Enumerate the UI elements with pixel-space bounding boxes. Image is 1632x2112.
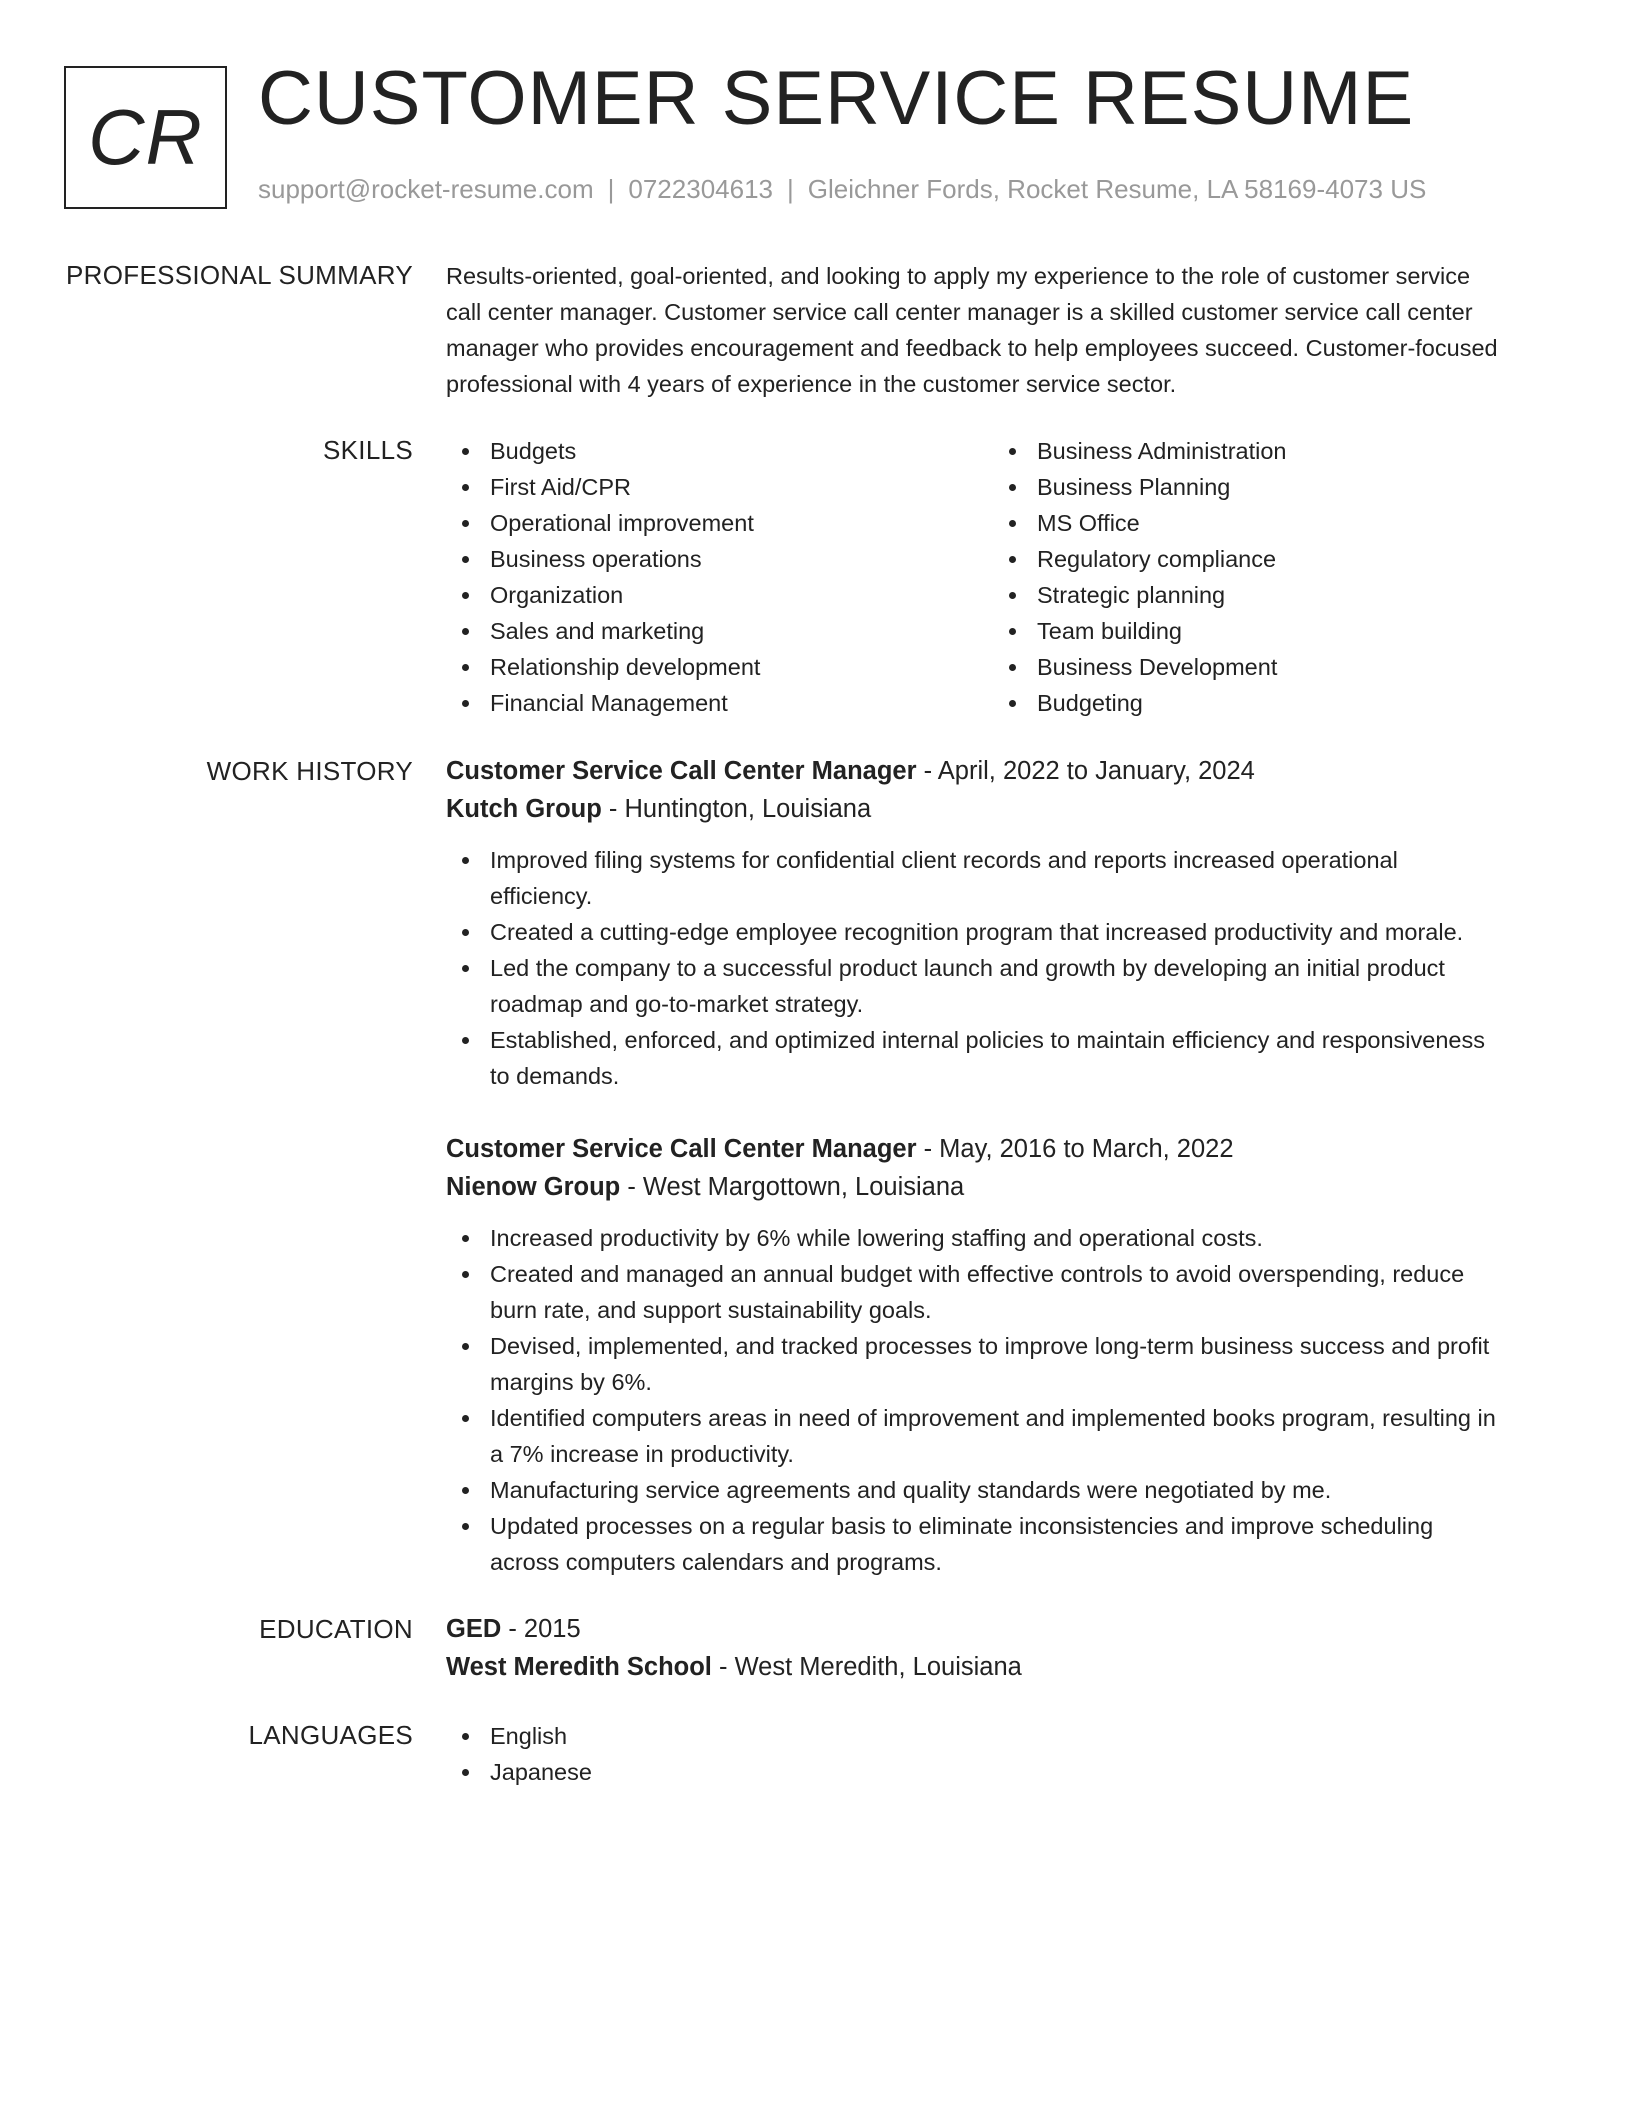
- job-dates: - April, 2022 to January, 2024: [916, 757, 1255, 785]
- languages-list: [446, 1718, 1556, 1790]
- skills-list-left: [446, 433, 993, 721]
- bullet-line: Manufacturing service agreements and quality standards were negotiated by me.: [490, 1477, 1332, 1503]
- contact-separator: |: [607, 174, 615, 204]
- bullet-line: Created a cutting-edge employee recognition program that increased productivity and morale.: [490, 919, 1464, 945]
- job-location: - Huntington, Louisiana: [601, 795, 872, 823]
- job-title: Customer Service Call Center Manager: [446, 1135, 917, 1163]
- education-school: West Meredith School: [446, 1653, 712, 1681]
- job-bullets: [446, 1220, 1556, 1580]
- skill-item: Business Administration: [993, 433, 1540, 469]
- skill-item: Business Development: [993, 649, 1540, 685]
- skill-item: Business operations: [446, 541, 993, 577]
- education-location: - West Meredith, Louisiana: [711, 1653, 1022, 1681]
- job-bullet: [446, 1256, 1556, 1328]
- skill-item: First Aid/CPR: [446, 469, 993, 505]
- education-entry: [446, 1610, 1556, 1686]
- job-title-line: [446, 752, 1556, 790]
- job-bullet: [446, 950, 1556, 1022]
- bullet-line: across computers calendars and programs.: [490, 1549, 942, 1575]
- education-school-line: [446, 1648, 1556, 1686]
- skill-item: Relationship development: [446, 649, 993, 685]
- summary-line: manager who provides encouragement and feedback to help employees succeed. Customer-focused: [446, 335, 1498, 361]
- contact-phone: 0722304613: [628, 174, 773, 204]
- skill-item: Sales and marketing: [446, 613, 993, 649]
- job-company: Kutch Group: [446, 795, 602, 823]
- summary-text: [446, 258, 1556, 402]
- job-bullets: [446, 842, 1556, 1094]
- contact-email: support@rocket-resume.com: [258, 174, 594, 204]
- contact-address: Gleichner Fords, Rocket Resume, LA 58169-4073 US: [807, 174, 1427, 204]
- bullet-line: a 7% increase in productivity.: [490, 1441, 794, 1467]
- bullet-line: to demands.: [490, 1063, 620, 1089]
- job-title-line: [446, 1130, 1556, 1168]
- job-bullet: [446, 842, 1556, 914]
- job-company-line: [446, 790, 1556, 828]
- page-title: CUSTOMER SERVICE RESUME: [258, 56, 1415, 141]
- section-heading-summary: PROFESSIONAL SUMMARY: [66, 260, 413, 290]
- bullet-line: Increased productivity by 6% while lowering staffing and operational costs.: [490, 1225, 1263, 1251]
- bullet-line: Updated processes on a regular basis to eliminate inconsistencies and improve scheduling: [490, 1513, 1434, 1539]
- job-bullet: [446, 1022, 1556, 1094]
- bullet-line: Identified computers areas in need of improvement and implemented books program, resulting in: [490, 1405, 1496, 1431]
- bullet-line: Led the company to a successful product launch and growth by developing an initial product: [490, 955, 1445, 981]
- job-entry: [446, 752, 1556, 1094]
- job-location: - West Margottown, Louisiana: [620, 1173, 965, 1201]
- education-degree: GED: [446, 1615, 502, 1643]
- job-bullet: [446, 914, 1556, 950]
- skill-item: Strategic planning: [993, 577, 1540, 613]
- job-entry: [446, 1130, 1556, 1580]
- skill-item: Team building: [993, 613, 1540, 649]
- bullet-line: Created and managed an annual budget with effective controls to avoid overspending, reduce: [490, 1261, 1465, 1287]
- skill-item: Regulatory compliance: [993, 541, 1540, 577]
- language-item: Japanese: [446, 1754, 1556, 1790]
- contact-separator: |: [787, 174, 794, 204]
- bullet-line: margins by 6%.: [490, 1369, 652, 1395]
- section-heading-skills: SKILLS: [323, 435, 413, 465]
- job-bullet: [446, 1328, 1556, 1400]
- job-bullet: [446, 1508, 1556, 1580]
- education-degree-line: [446, 1610, 1556, 1648]
- bullet-line: Improved filing systems for confidential client records and reports increased operational: [490, 847, 1398, 873]
- languages-body: [446, 1718, 1556, 1790]
- bullet-line: burn rate, and support sustainability goals.: [490, 1297, 932, 1323]
- skills-list-right: [993, 433, 1540, 721]
- job-title: Customer Service Call Center Manager: [446, 757, 917, 785]
- skill-item: Budgeting: [993, 685, 1540, 721]
- job-dates: - May, 2016 to March, 2022: [916, 1135, 1234, 1163]
- skill-item: Business Planning: [993, 469, 1540, 505]
- job-company-line: [446, 1168, 1556, 1206]
- monogram-text: CR: [88, 93, 203, 181]
- education-year: - 2015: [501, 1615, 581, 1643]
- summary-line: Results-oriented, goal-oriented, and looking to apply my experience to the role of customer service: [446, 263, 1471, 289]
- contact-line: [258, 174, 1426, 205]
- language-item: English: [446, 1718, 1556, 1754]
- section-heading-languages: LANGUAGES: [248, 1720, 413, 1750]
- skill-item: Financial Management: [446, 685, 993, 721]
- monogram-logo: [64, 66, 227, 209]
- bullet-line: roadmap and go-to-market strategy.: [490, 991, 864, 1017]
- job-bullet: [446, 1400, 1556, 1472]
- section-heading-education: EDUCATION: [259, 1614, 413, 1644]
- section-heading-work: WORK HISTORY: [206, 756, 413, 786]
- bullet-line: Established, enforced, and optimized internal policies to maintain efficiency and responsiveness: [490, 1027, 1485, 1053]
- summary-line: call center manager. Customer service call center manager is a skilled customer service call center: [446, 299, 1473, 325]
- skill-item: Operational improvement: [446, 505, 993, 541]
- skill-item: MS Office: [993, 505, 1540, 541]
- summary-line: professional with 4 years of experience in the customer service sector.: [446, 371, 1177, 397]
- skill-item: Budgets: [446, 433, 993, 469]
- job-bullet: [446, 1472, 1556, 1508]
- job-company: Nienow Group: [446, 1173, 621, 1201]
- bullet-line: Devised, implemented, and tracked processes to improve long-term business success and profit: [490, 1333, 1490, 1359]
- skills-columns: [446, 433, 1556, 721]
- bullet-line: efficiency.: [490, 883, 593, 909]
- job-bullet: [446, 1220, 1556, 1256]
- skill-item: Organization: [446, 577, 993, 613]
